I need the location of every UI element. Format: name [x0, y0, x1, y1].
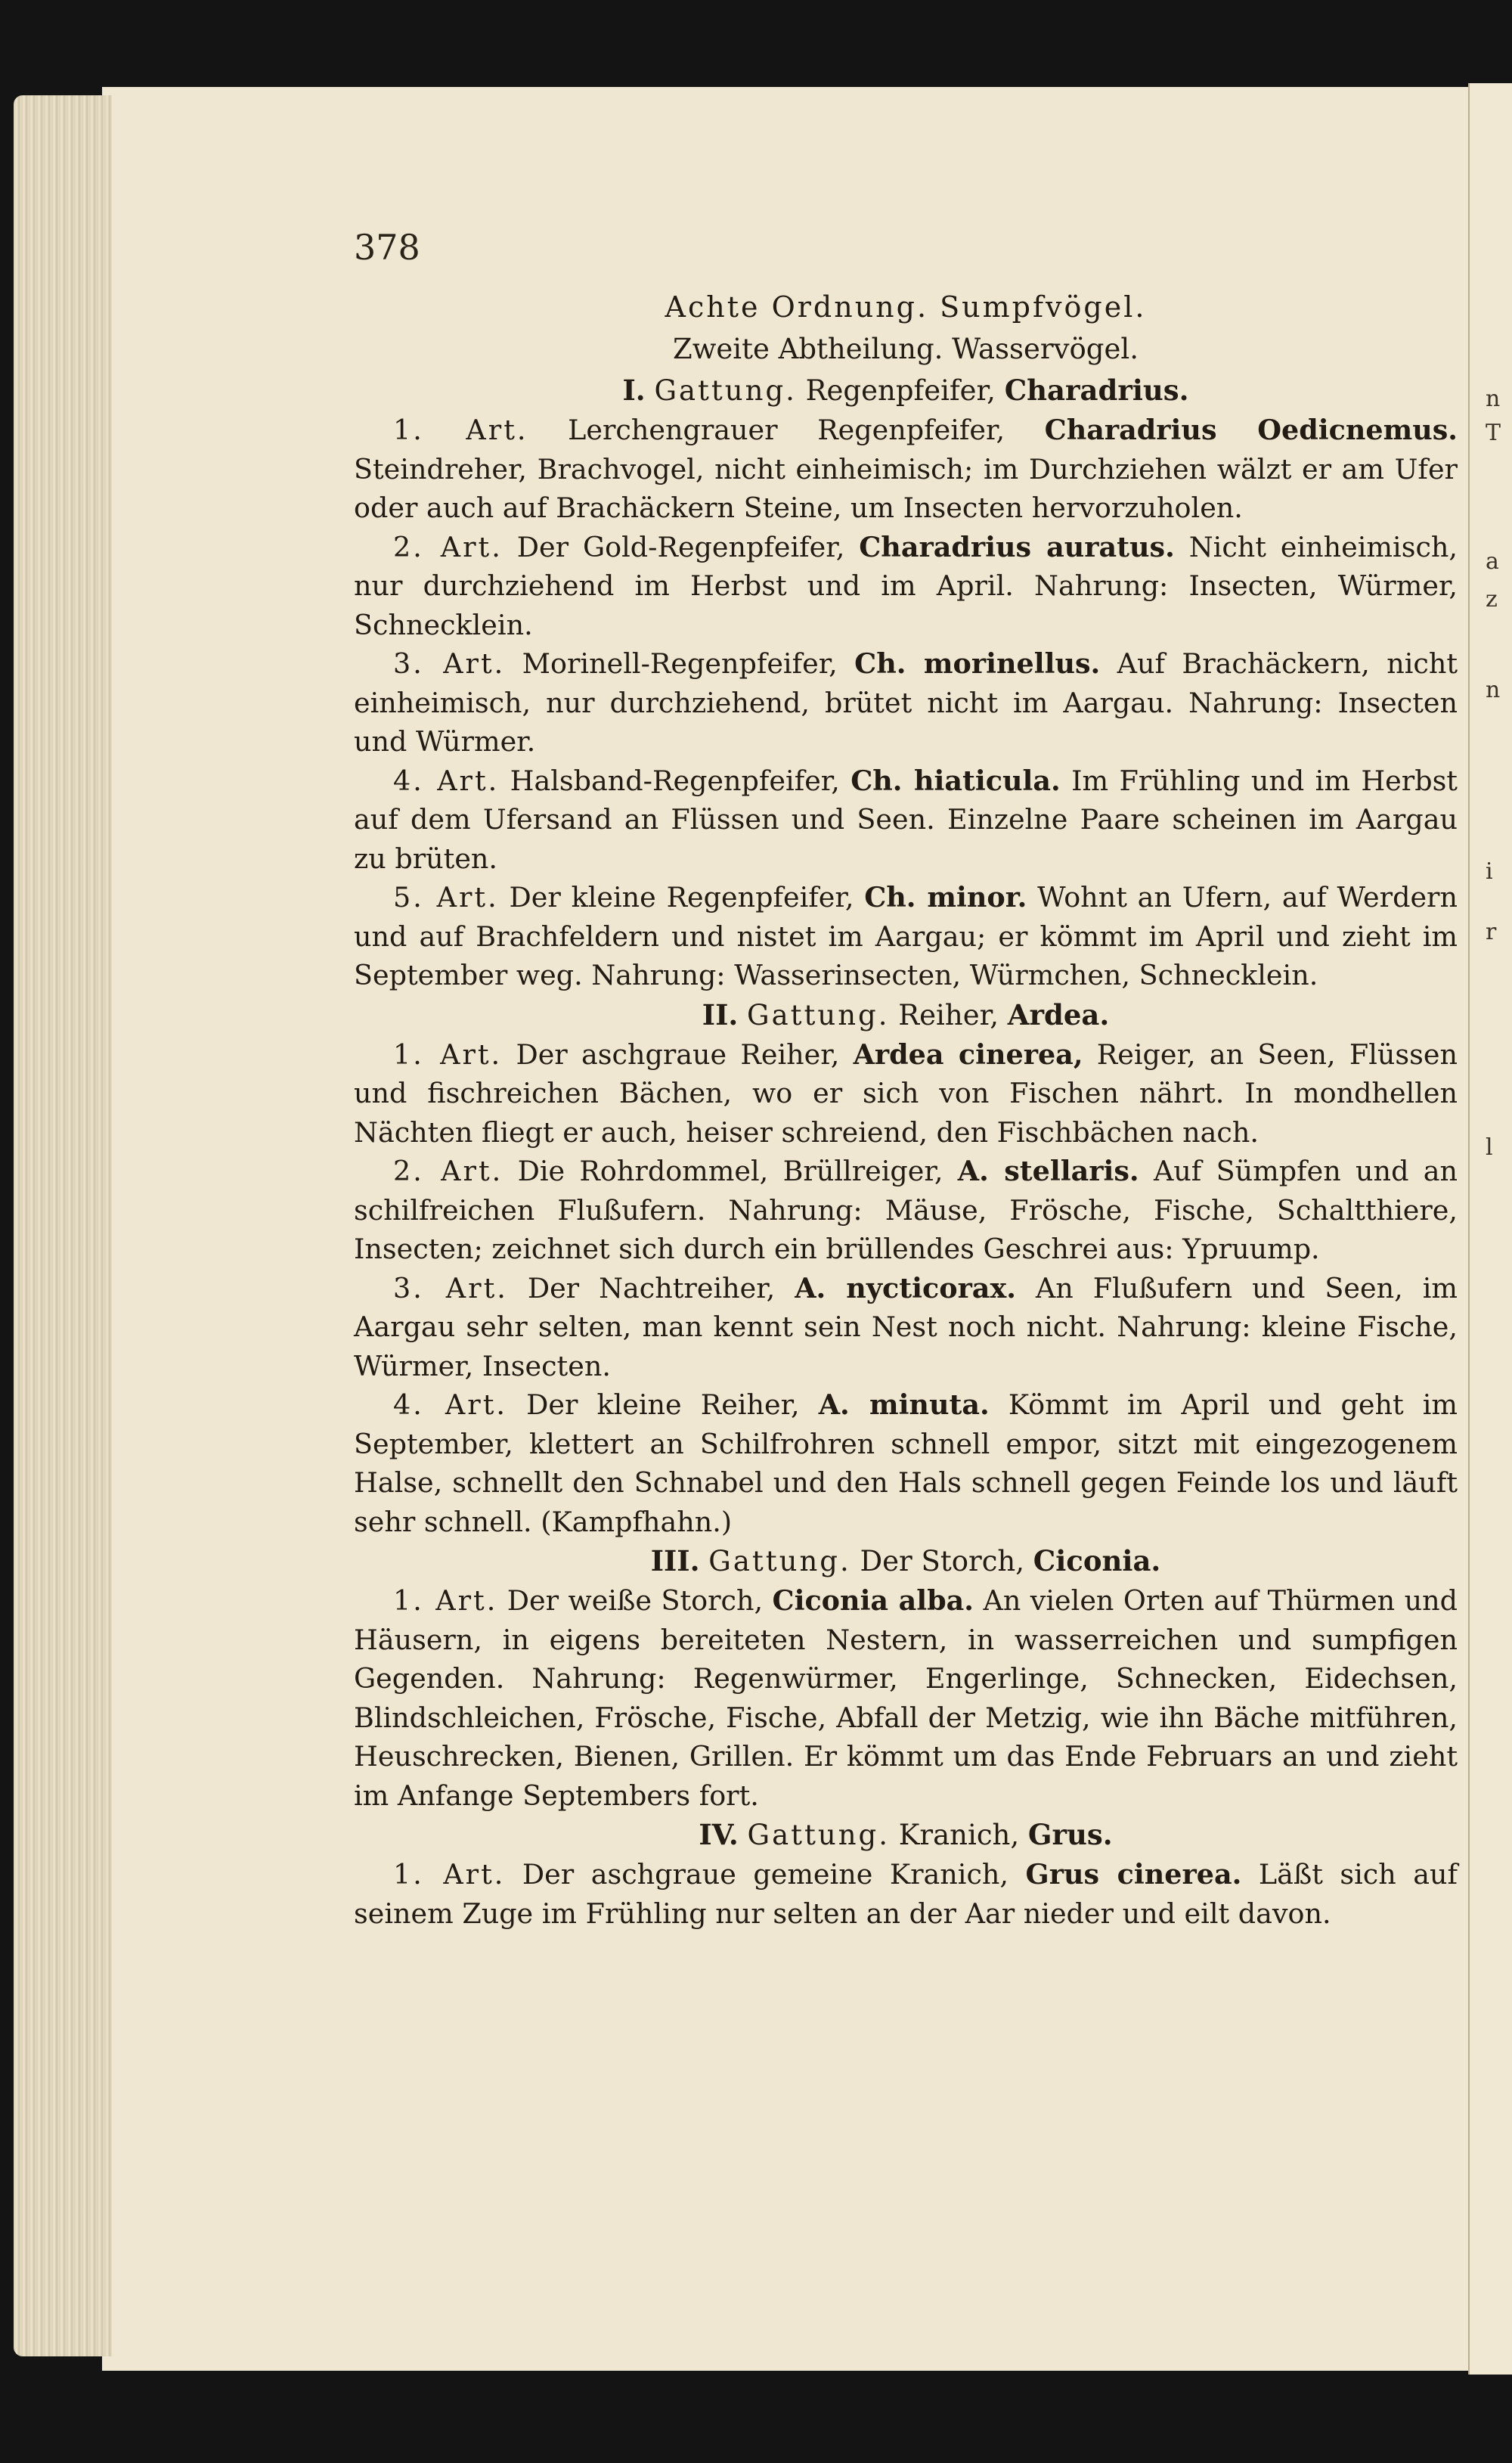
- species-entry: 1. Art. Lerchengrauer Regenpfeifer, Charadrius Oedicnemus. Steindreher, Brachvogel, nicht einheimisch; im Durchziehen wälzt er am Ufer oder auch auf Brachäckern Steine, um Insecten hervorzuholen.: [354, 414, 1458, 524]
- facing-page-glyph: a: [1486, 548, 1499, 575]
- genus-heading: IV. Gattung. Kranich, Grus.: [699, 1818, 1113, 1851]
- facing-page-glyph: r: [1486, 919, 1497, 945]
- species-entry: 3. Art. Morinell-Regenpfeifer, Ch. morinellus. Auf Brachäckern, nicht einheimisch, nur durchziehend, brütet nicht im Aargau. Nahrung: Insecten und Würmer.: [354, 647, 1458, 758]
- species-entry: 1. Art. Der weiße Storch, Ciconia alba. An vielen Orten auf Thürmen und Häusern, in eigens bereiteten Nestern, in wasserreichen und sumpfigen Gegenden. Nahrung: Regenwürmer, Engerlinge, Schnecken, Eidechsen, Blindschleichen, Frösche, Fische, Abfall der Metzig, wie ihn Bäche mitführen, Heuschrecken, Bienen, Grillen. Er kömmt um das Ende Februars an und zieht im Anfange Septembers fort.: [354, 1584, 1458, 1812]
- genus-heading: III. Gattung. Der Storch, Ciconia.: [650, 1544, 1161, 1577]
- species-entry: 1. Art. Der aschgraue Reiher, Ardea cinerea, Reiger, an Seen, Flüssen und fischreichen Bächen, wo er sich von Fischen nährt. In mondhellen Nächten fliegt er auch, heiser schreiend, den Fischbächen nach.: [354, 1038, 1458, 1149]
- species-entry: 2. Art. Der Gold-Regenpfeifer, Charadrius auratus. Nicht einheimisch, nur durchziehend im Herbst und im April. Nahrung: Insecten, Würmer, Schnecklein.: [354, 530, 1458, 641]
- genus-heading: II. Gattung. Reiher, Ardea.: [702, 997, 1110, 1031]
- facing-page-glyph: i: [1486, 858, 1493, 885]
- facing-page-glyph: z: [1486, 586, 1498, 613]
- facing-page-glyph: T: [1486, 420, 1501, 446]
- page-edges: [14, 95, 112, 2356]
- species-entry: 4. Art. Halsband-Regenpfeifer, Ch. hiaticula. Im Frühling und im Herbst auf dem Ufersand an Flüssen und Seen. Einzelne Paare scheinen im Aargau zu brüten.: [354, 764, 1458, 875]
- division-heading: Zweite Abtheilung. Wasservögel.: [673, 333, 1139, 365]
- species-entry: 2. Art. Die Rohrdommel, Brüllreiger, A. stellaris. Auf Sümpfen und an schilfreichen Flußufern. Nahrung: Mäuse, Frösche, Fische, Schaltthiere, Insecten; zeichnet sich durch ein brüllendes Geschrei aus: Ypruump.: [354, 1155, 1458, 1265]
- species-entry: 4. Art. Der kleine Reiher, A. minuta. Kömmt im April und geht im September, klettert an Schilfrohren schnell empor, sitzt mit eingezogenem Halse, schnellt den Schnabel und den Hals schnell gegen Feinde los und läuft sehr schnell. (Kampfhahn.): [354, 1388, 1458, 1538]
- species-entry: 1. Art. Der aschgraue gemeine Kranich, Grus cinerea. Läßt sich auf seinem Zuge im Frühling nur selten an der Aar nieder und eilt davon.: [354, 1858, 1458, 1930]
- facing-page-glyph: l: [1486, 1134, 1493, 1161]
- order-heading: Achte Ordnung. Sumpfvögel.: [665, 290, 1147, 324]
- text-column: [354, 286, 1458, 1933]
- facing-page-glyph: n: [1486, 386, 1501, 412]
- species-entry: 3. Art. Der Nachtreiher, A. nycticorax. An Flußufern und Seen, im Aargau sehr selten, man kennt sein Nest noch nicht. Nahrung: kleine Fische, Würmer, Insecten.: [354, 1271, 1458, 1382]
- species-entry: 5. Art. Der kleine Regenpfeifer, Ch. minor. Wohnt an Ufern, auf Werdern und auf Brachfeldern und nistet im Aargau; er kömmt im April und zieht im September weg. Nahrung: Wasserinsecten, Würmchen, Schnecklein.: [354, 881, 1458, 991]
- genus-heading: I. Gattung. Regenpfeifer, Charadrius.: [622, 374, 1189, 407]
- facing-page-glyph: n: [1486, 677, 1501, 703]
- page-number: 378: [354, 227, 420, 268]
